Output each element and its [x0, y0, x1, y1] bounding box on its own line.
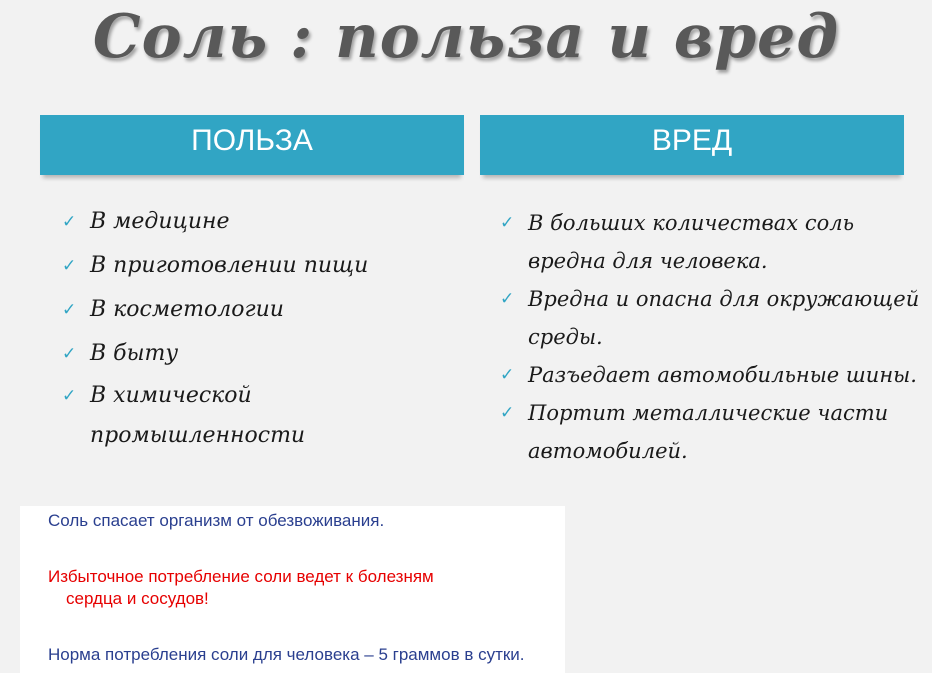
benefit-list — [62, 200, 452, 456]
benefit-item-text: В медицине — [90, 209, 230, 234]
list-item — [62, 244, 452, 288]
benefit-item-text: В быту — [90, 341, 179, 366]
norm-note: Норма потребления соли для человека – 5 граммов в сутки. — [48, 645, 525, 664]
list-item — [500, 280, 920, 356]
list-item — [62, 332, 452, 376]
check-icon: ✓ — [62, 386, 77, 406]
harm-item-text: В больших количествах соль вредна для человека. — [528, 211, 855, 273]
harm-item-text: Разъедает автомобильные шины. — [528, 363, 917, 387]
check-icon: ✓ — [500, 289, 515, 309]
benefit-item-text: В приготовлении пищи — [90, 253, 369, 278]
list-item — [500, 394, 920, 470]
list-item — [62, 288, 452, 332]
page-title: Соль : польза и вред — [92, 2, 840, 72]
check-icon: ✓ — [500, 213, 515, 233]
list-item — [500, 204, 920, 280]
check-icon: ✓ — [62, 300, 77, 320]
benefit-item-text: В косметологии — [90, 297, 284, 322]
check-icon: ✓ — [62, 212, 77, 232]
dehydration-note: Соль спасает организм от обезвоживания. — [48, 511, 385, 530]
benefit-header: ПОЛЬЗА — [40, 115, 464, 175]
excess-warning-line1: Избыточное потребление соли ведет к болезням — [48, 567, 434, 586]
harm-header: ВРЕД — [480, 115, 904, 175]
check-icon: ✓ — [500, 403, 515, 423]
excess-warning-note — [48, 566, 548, 610]
check-icon: ✓ — [62, 256, 77, 276]
harm-item-text: Вредна и опасна для окружающей среды. — [528, 287, 920, 349]
list-item — [500, 356, 920, 394]
check-icon: ✓ — [62, 344, 77, 364]
benefit-item-text: В химической промышленности — [90, 383, 306, 448]
excess-warning-line2: сердца и сосудов! — [66, 589, 209, 608]
list-item — [62, 376, 452, 456]
harm-list — [500, 204, 920, 470]
check-icon: ✓ — [500, 365, 515, 385]
harm-item-text: Портит металлические части автомобилей. — [528, 401, 889, 463]
list-item — [62, 200, 452, 244]
